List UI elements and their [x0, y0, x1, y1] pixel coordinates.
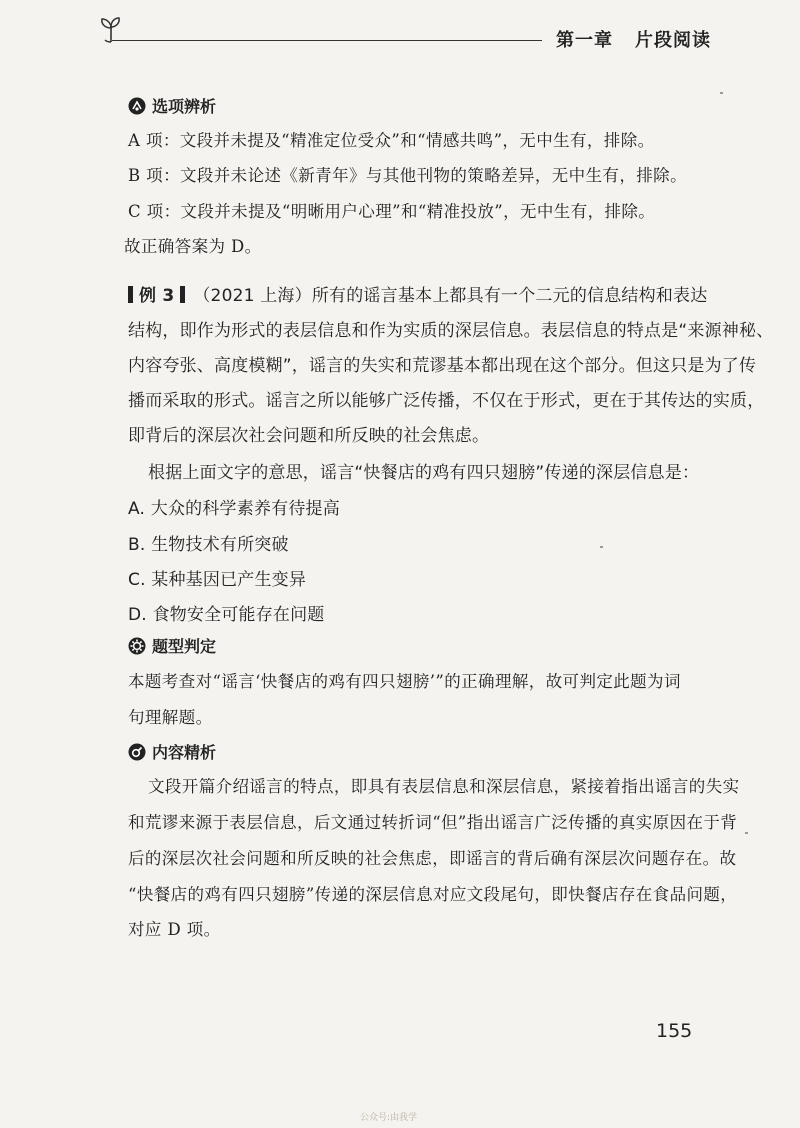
passage-line: 内容夸张、高度模糊”，谣言的失实和荒谬基本都出现在这个部分。但这只是为了传 — [128, 356, 757, 376]
type-judgment-heading — [128, 634, 216, 657]
scan-speck — [600, 546, 603, 548]
magnifier-icon — [128, 743, 146, 761]
passage-line: 即背后的深层次社会问题和所反映的社会焦虑。 — [128, 426, 490, 446]
choice-b: B. 生物技术有所突破 — [128, 535, 289, 555]
answer-conclusion: 故正确答案为 D。 — [124, 237, 262, 256]
option-analysis-icon — [128, 97, 146, 115]
gear-icon — [128, 637, 146, 655]
content-analysis-line: 文段开篇介绍谣言的特点，即具有表层信息和深层信息，紧接着指出谣言的失实 — [148, 777, 740, 796]
type-judgment-title: 题型判定 — [152, 637, 217, 656]
content-analysis-title: 内容精析 — [152, 743, 217, 762]
content-analysis-line: 和荒谬来源于表层信息，后文通过转折词“但”指出谣言广泛传播的真实原因在于背 — [128, 813, 738, 832]
option-a-analysis: A 项：文段并未提及“精准定位受众”和“情感共鸣”，无中生有，排除。 — [128, 131, 655, 150]
option-b-analysis: B 项：文段并未论述《新青年》与其他刊物的策略差异，无中生有，排除。 — [128, 166, 687, 185]
content-analysis-line: 对应 D 项。 — [128, 920, 221, 939]
content-analysis-line: 后的深层次社会问题和所反映的社会焦虑，即谣言的背后确有深层次问题存在。故 — [128, 849, 737, 868]
option-analysis-heading — [128, 94, 216, 117]
chapter-label: 第一章 — [556, 30, 613, 51]
type-judgment-line: 句理解题。 — [128, 708, 213, 727]
example-bar-right — [180, 286, 185, 303]
header-title — [556, 26, 711, 52]
example-first-line — [128, 281, 707, 306]
passage-line: 所有的谣言基本上都具有一个二元的信息结构和表达 — [311, 286, 708, 306]
scan-speck — [720, 92, 723, 94]
choice-a: A. 大众的科学素养有待提高 — [128, 499, 340, 519]
option-c-analysis: C 项：文段并未提及“明晰用户心理”和“精准投放”，无中生有，排除。 — [128, 202, 656, 221]
passage-line: 播而采取的形式。谣言之所以能够广泛传播，不仅在于形式，更在于其传达的实质， — [128, 391, 765, 411]
choice-c: C. 某种基因已产生变异 — [128, 570, 307, 590]
example-source: （2021 上海） — [193, 286, 312, 306]
option-analysis-title: 选项辨析 — [152, 97, 217, 116]
scan-speck — [745, 832, 748, 834]
page-number: 155 — [656, 1020, 693, 1042]
footer-watermark: 公众号:由我学 — [360, 1113, 418, 1123]
section-label: 片段阅读 — [635, 30, 711, 51]
choice-d: D. 食物安全可能存在问题 — [128, 605, 325, 625]
content-analysis-heading — [128, 740, 216, 763]
content-analysis-line: “快餐店的鸡有四只翅膀”传递的深层信息对应文段尾句，即快餐店存在食品问题， — [128, 885, 738, 904]
header-rule — [112, 40, 542, 41]
type-judgment-line: 本题考查对“谣言‘快餐店的鸡有四只翅膀’”的正确理解，故可判定此题为词 — [128, 672, 681, 691]
example-label: 例 3 — [139, 286, 175, 306]
question-text: 根据上面文字的意思，谣言“快餐店的鸡有四只翅膀”传递的深层信息是： — [148, 463, 700, 483]
passage-line: 结构，即作为形式的表层信息和作为实质的深层信息。表层信息的特点是“来源神秘、 — [128, 321, 774, 341]
example-bar-left — [128, 286, 133, 303]
